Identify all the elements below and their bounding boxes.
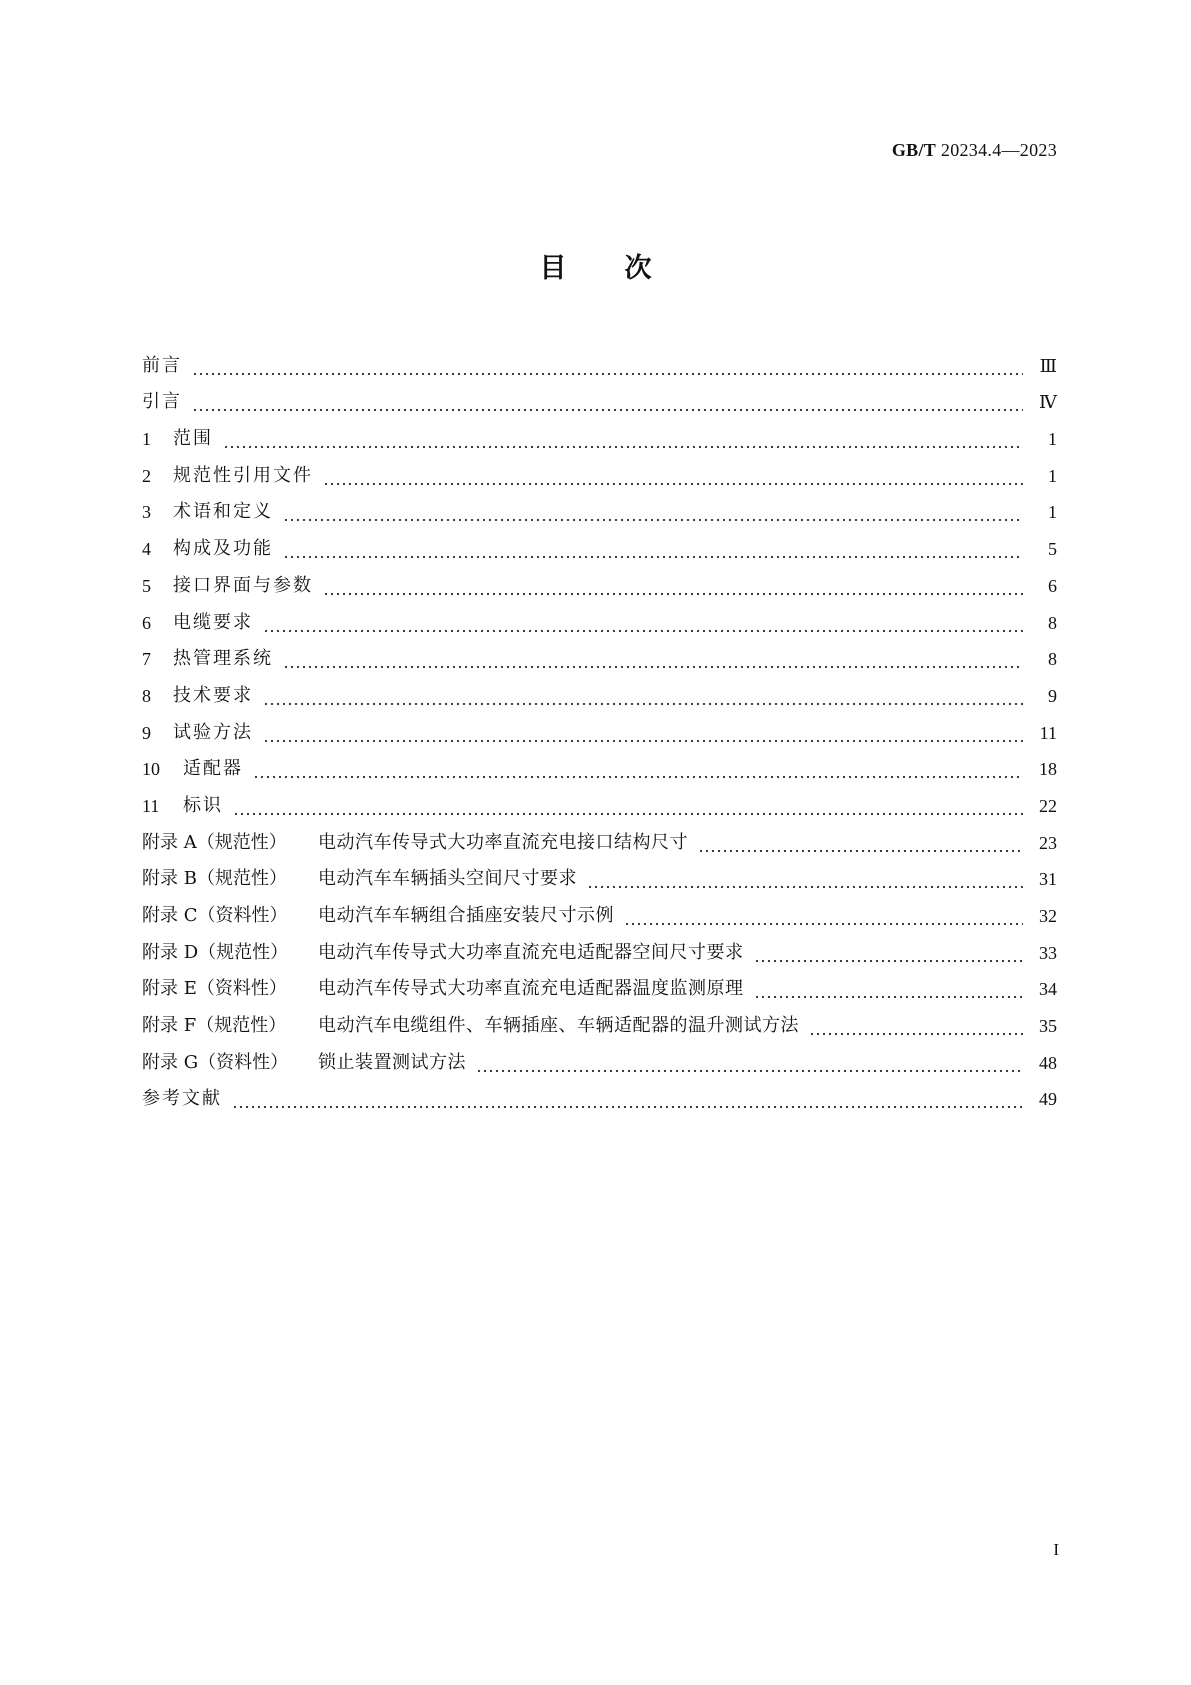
dot-leader: [587, 868, 1023, 890]
toc-page-number: 1: [1048, 502, 1057, 523]
toc-page-number: 31: [1039, 869, 1057, 890]
toc-page-number: 34: [1039, 979, 1057, 1000]
dot-leader: [192, 391, 1023, 413]
dot-leader: [323, 465, 1023, 487]
toc-entry-title: 电动汽车车辆插头空间尺寸要求: [318, 868, 577, 890]
toc-entry-title: 引言: [142, 391, 182, 413]
toc-entry-label: [142, 428, 213, 450]
toc-entry-label: [142, 795, 223, 817]
toc-page-number: 23: [1039, 832, 1057, 853]
toc-page-number: 35: [1039, 1016, 1057, 1037]
toc-entry-title: 试验方法: [173, 721, 253, 743]
dot-leader: [476, 1052, 1023, 1074]
dot-leader: [698, 832, 1023, 854]
toc-section-number: 3: [142, 502, 151, 523]
dot-leader: [754, 942, 1024, 964]
toc-entry-label: [142, 942, 744, 964]
toc-appendix-label: 附录 F（规范性）: [142, 1015, 287, 1037]
toc-entry[interactable]: [142, 780, 1057, 817]
toc-entry[interactable]: [142, 670, 1057, 707]
toc-page-number: Ⅲ: [1039, 355, 1057, 376]
toc-entry[interactable]: [142, 964, 1057, 1001]
toc-entry-title: 锁止装置测试方法: [318, 1051, 466, 1073]
toc-entry-title: 术语和定义: [173, 501, 273, 523]
dot-leader: [754, 978, 1024, 1000]
dot-leader: [323, 575, 1023, 597]
toc-entry-label: [142, 722, 253, 744]
standard-number: [892, 140, 1057, 161]
toc-entry[interactable]: [142, 707, 1057, 744]
toc-page-number: 18: [1039, 759, 1057, 780]
toc-entry-label: [142, 1088, 222, 1110]
toc-entry-title: 标识: [183, 794, 223, 816]
toc-entry-title: 电动汽车车辆组合插座安装尺寸示例: [318, 905, 614, 926]
toc-entry-title: 范围: [173, 428, 213, 450]
toc-entry[interactable]: [142, 817, 1057, 854]
toc-page-number: 48: [1039, 1052, 1057, 1073]
toc-entry-title: 电动汽车传导式大功率直流充电适配器温度监测原理: [318, 978, 744, 1000]
page-folio: I: [1053, 1540, 1059, 1559]
toc-entry-title: 电缆要求: [173, 611, 253, 633]
toc-page-number: 22: [1039, 795, 1057, 816]
toc-page-number: 6: [1048, 575, 1057, 596]
toc-section-number: 5: [142, 575, 151, 596]
toc-entry-title: 前言: [142, 354, 182, 376]
dot-leader: [192, 355, 1023, 377]
toc-entry-label: [142, 978, 744, 1000]
toc-entry-label: [142, 538, 273, 560]
toc-entry-label: [142, 1052, 466, 1074]
toc-section-number: 8: [142, 685, 151, 706]
toc-entry[interactable]: [142, 854, 1057, 891]
page-title: 目次: [539, 253, 710, 284]
dot-leader: [283, 538, 1023, 560]
toc-entry-label: [142, 355, 182, 377]
toc-entry-title: 技术要求: [173, 684, 253, 706]
dot-leader: [624, 905, 1023, 927]
toc-section-number: 7: [142, 649, 151, 670]
standard-code: 20234.4—2023: [940, 140, 1057, 160]
toc-section-number: 4: [142, 539, 151, 560]
toc-entry-label: [142, 832, 688, 854]
dot-leader: [283, 648, 1023, 670]
dot-leader: [263, 612, 1023, 634]
toc-entry-label: [142, 612, 253, 634]
dot-leader: [253, 758, 1023, 780]
toc-entry-label: [142, 758, 243, 780]
dot-leader: [263, 685, 1023, 707]
dot-leader: [263, 722, 1023, 744]
toc-entry-title: 构成及功能: [173, 538, 273, 560]
toc-page-number: 33: [1039, 942, 1057, 963]
standard-prefix: GB/T: [891, 140, 937, 160]
toc-page-number: Ⅳ: [1039, 392, 1057, 413]
toc-entry[interactable]: [142, 523, 1057, 560]
toc-entry[interactable]: [142, 413, 1057, 450]
toc-entry-label: [142, 575, 313, 597]
toc-entry-label: [142, 648, 273, 670]
toc-page-number: 1: [1048, 465, 1057, 486]
toc-appendix-label: 附录 C（资料性）: [142, 905, 288, 926]
toc-entry-label: [142, 868, 577, 890]
toc-page-number: 8: [1048, 649, 1057, 670]
toc-section-number: 6: [142, 612, 151, 633]
toc-section-number: 1: [142, 429, 151, 450]
toc-entry[interactable]: [142, 377, 1057, 414]
toc-entry[interactable]: [142, 597, 1057, 634]
toc-entry[interactable]: [142, 1074, 1057, 1111]
dot-leader: [283, 501, 1023, 523]
toc-entry[interactable]: [142, 560, 1057, 597]
toc-appendix-label: 附录 B（规范性）: [142, 868, 287, 890]
toc-entry[interactable]: [142, 450, 1057, 487]
toc-entry-label: [142, 501, 273, 523]
toc-entry[interactable]: [142, 890, 1057, 927]
toc-entry-title: 电动汽车电缆组件、车辆插座、车辆适配器的温升测试方法: [318, 1015, 799, 1037]
toc-section-number: 11: [142, 795, 160, 816]
dot-leader: [232, 1088, 1023, 1110]
toc-entry[interactable]: [142, 1037, 1057, 1074]
toc-appendix-label: 附录 D（规范性）: [142, 941, 289, 963]
toc-page-number: 8: [1048, 612, 1057, 633]
toc-page-number: 49: [1039, 1089, 1057, 1110]
toc-entry-label: [142, 465, 313, 487]
toc-entry-label: [142, 391, 182, 413]
toc-section-number: 2: [142, 465, 151, 486]
toc-entry[interactable]: [142, 744, 1057, 781]
toc-entry-label: [142, 1015, 799, 1037]
toc-entry-label: [142, 685, 253, 707]
dot-leader: [223, 428, 1023, 450]
toc-entry-title: 接口界面与参数: [173, 574, 313, 596]
toc-appendix-label: 附录 G（资料性）: [142, 1051, 289, 1073]
dot-leader: [233, 795, 1023, 817]
toc-page-number: 11: [1039, 722, 1057, 743]
toc-entry-title: 参考文献: [142, 1088, 222, 1110]
toc-entry[interactable]: [142, 634, 1057, 671]
toc-section-number: 10: [142, 759, 160, 780]
toc-entry[interactable]: [142, 927, 1057, 964]
toc-appendix-label: 附录 E（资料性）: [142, 978, 287, 1000]
toc-section-number: 9: [142, 722, 151, 743]
toc-entry[interactable]: [142, 1000, 1057, 1037]
toc-page-number: 9: [1048, 685, 1057, 706]
toc-page-number: 1: [1048, 429, 1057, 450]
toc-appendix-label: 附录 A（规范性）: [142, 831, 287, 853]
toc-entry-title: 电动汽车传导式大功率直流充电适配器空间尺寸要求: [318, 941, 744, 963]
toc-entry-label: [142, 905, 614, 927]
toc-page-number: 32: [1039, 906, 1057, 926]
toc-entry-title: 适配器: [183, 758, 243, 780]
toc-page-number: 5: [1048, 539, 1057, 560]
toc-entry-title: 电动汽车传导式大功率直流充电接口结构尺寸: [318, 831, 688, 853]
dot-leader: [809, 1015, 1023, 1037]
toc-entry[interactable]: [142, 340, 1057, 377]
toc-entry-title: 热管理系统: [173, 648, 273, 670]
toc-entry[interactable]: [142, 487, 1057, 524]
toc-entry-title: 规范性引用文件: [173, 464, 313, 486]
table-of-contents: [142, 340, 1057, 1110]
